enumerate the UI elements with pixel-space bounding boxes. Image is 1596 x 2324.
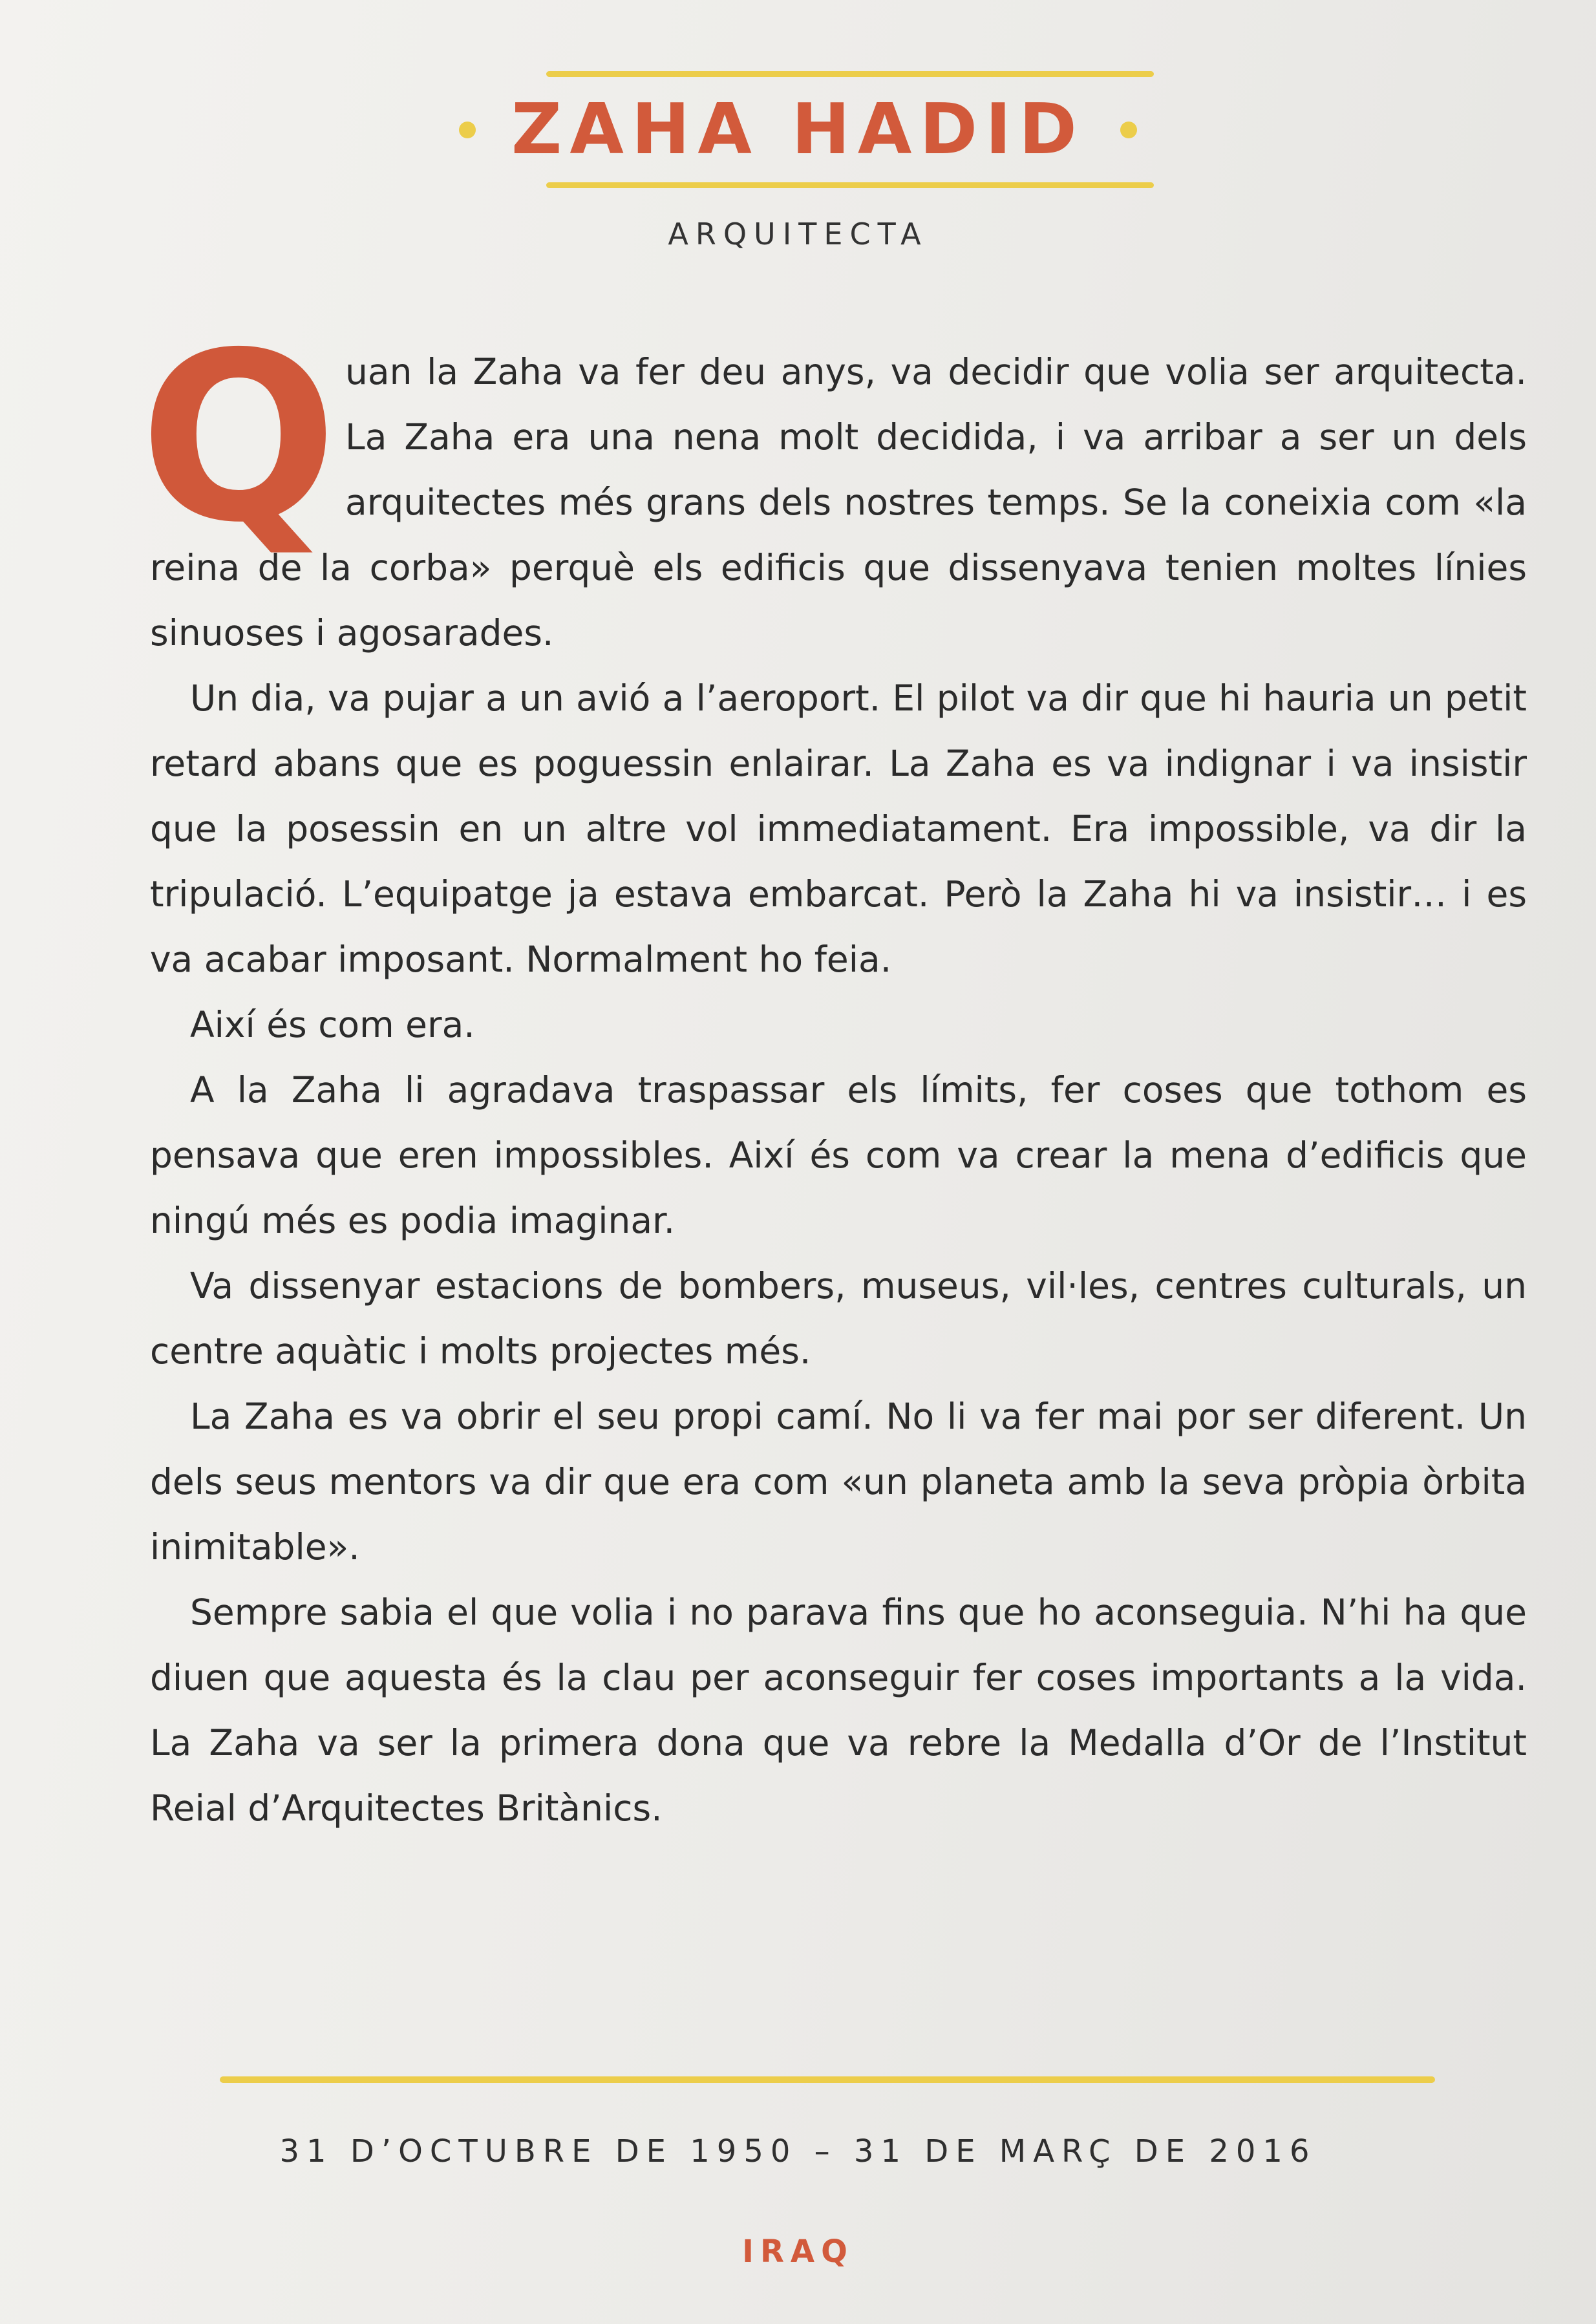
paragraph-1 xyxy=(140,303,1527,666)
story-text xyxy=(140,303,1527,1841)
page-title: ZAHA HADID xyxy=(511,89,1085,170)
title-top-rule xyxy=(546,71,1154,77)
paragraph-7: Sempre sabia el que volia i no parava fins que ho aconseguia. N’hi ha que diuen que aquesta és la clau per aconseguir fer coses importants a la vida. La Zaha va ser la primera dona que va rebre la Medalla d’Or de l’Institut Reial d’Arquitectes Britànics. xyxy=(150,1592,1527,1829)
title-left-dot xyxy=(459,122,476,138)
paragraph-4: A la Zaha li agradava traspassar els límits, fer coses que tothom es pensava que eren impossibles. Així és com va crear la mena d’edificis que ningú més es podia imaginar. xyxy=(150,1069,1527,1241)
paragraph-2: Un dia, va pujar a un avió a l’aeroport. El pilot va dir que hi hauria un petit retard abans que es poguessin enlairar. La Zaha es va indignar i va insistir que la posessin en un altre vol immediatament. Era impossible, va dir la tripulació. L’equipatge ja estava embarcat. Però la Zaha hi va insistir… i es va acabar imposant. Normalment ho feia. xyxy=(150,677,1527,980)
title-bottom-rule xyxy=(546,182,1154,188)
title-right-dot xyxy=(1120,122,1137,138)
page-subtitle: ARQUITECTA xyxy=(668,217,928,251)
paragraph-1-text: uan la Zaha va fer deu anys, va decidir que volia ser arquitecta. La Zaha era una nena molt decidida, i va arribar a ser un dels arquitectes més grans dels nostres temps. Se la coneixia com «la reina de la corba» perquè els edificis que dissenyava tenien moltes línies sinuoses i agosarades. xyxy=(150,351,1527,654)
title-row xyxy=(0,89,1596,170)
drop-cap: Q xyxy=(140,303,338,573)
country-label: IRAQ xyxy=(742,2233,854,2270)
life-dates: 31 D’OCTUBRE DE 1950 – 31 DE MARÇ DE 2016 xyxy=(279,2133,1317,2169)
paragraph-5: Va dissenyar estacions de bombers, museus, vil·les, centres culturals, un centre aquàtic i molts projectes més. xyxy=(150,1265,1527,1372)
paragraph-3: Així és com era. xyxy=(190,1004,475,1045)
paragraph-6: La Zaha es va obrir el seu propi camí. No li va fer mai por ser diferent. Un dels seus mentors va dir que era com «un planeta amb la seva pròpia òrbita inimitable». xyxy=(150,1396,1527,1568)
footer-rule xyxy=(220,2076,1435,2083)
